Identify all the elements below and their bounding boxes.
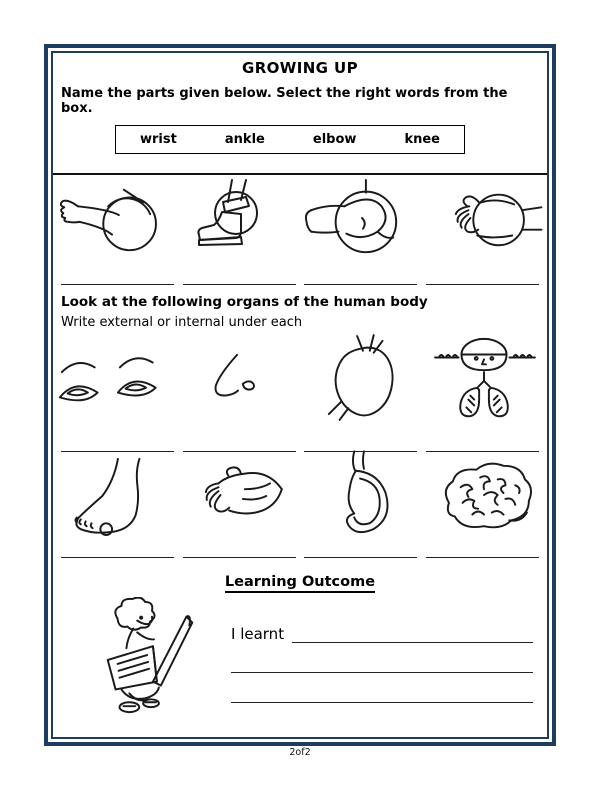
write-line [231,673,533,703]
word-elbow: elbow [312,132,357,147]
answer-blank [183,546,296,558]
wrist-hand-figure-icon [424,183,548,253]
organs-heading: Look at the following organs of the human body [61,294,428,310]
nose-figure-icon [177,351,301,407]
answer-blank [304,273,417,285]
heart-figure-icon [300,333,424,425]
answer-blank [183,273,296,285]
word-knee: knee [404,132,440,147]
page-content [51,51,549,739]
foot-figure-icon [53,455,177,537]
parts-answer-blanks [53,273,547,285]
stomach-figure-icon [300,449,424,543]
page-number: 2of2 [289,747,311,758]
outcome-heading: Learning Outcome [225,574,375,593]
answer-blank [183,440,296,452]
organs-figure-row-1 [53,332,547,426]
word-box [115,125,465,154]
outcome-body [71,597,533,719]
hand-figure-icon [177,460,301,532]
answer-blank [426,273,539,285]
outcome-heading-wrap [53,571,547,593]
organs-subheading: Write external or internal under each [61,315,303,330]
eyes-figure-icon [53,349,177,409]
answer-blank [426,546,539,558]
write-line [231,643,533,673]
organs-figure-row-2 [53,454,547,538]
knee-figure-icon [300,177,424,259]
page-border-frame [44,44,556,746]
answer-blank [61,440,174,452]
organs-answer-blanks-2 [53,546,547,558]
page-title: GROWING UP [241,59,358,77]
learnt-row [231,625,533,643]
child-reading-book-figure-icon [71,597,231,719]
word-ankle: ankle [224,132,265,147]
brain-figure-icon [424,458,548,534]
learnt-prompt: I learnt [231,625,285,643]
answer-blank [61,546,174,558]
section-divider-line [53,173,547,175]
ankle-boot-figure-icon [177,178,301,258]
boy-lungs-figure-icon [424,333,548,425]
word-wrist: wrist [140,132,177,147]
write-line [292,629,533,643]
answer-blank [304,546,417,558]
parts-figure-row [53,177,547,259]
outcome-lines [231,597,533,719]
answer-blank [426,440,539,452]
elbow-figure-icon [53,179,177,257]
answer-blank [61,273,174,285]
parts-instruction: Name the parts given below. Select the right words from the box. [61,86,508,116]
